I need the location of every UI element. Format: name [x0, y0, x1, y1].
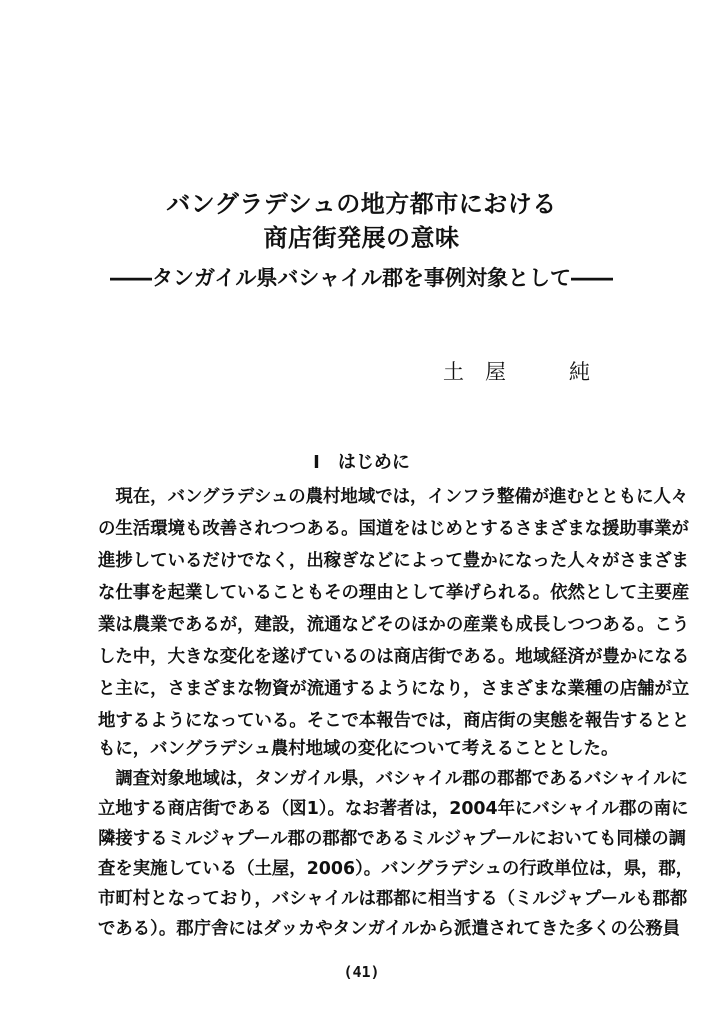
body-line: 調査対象地域は，タンガイル県，バシャイル郡の郡都であるバシャイルに [98, 769, 689, 789]
body-line: した中，大きな変化を遂げているのは商店街である。地域経済が豊かになる [98, 647, 690, 667]
page-number: (41) [343, 963, 380, 981]
body-line: 立地する商店街である（図1）。なお著者は，2004年にバシャイル郡の南に [98, 799, 689, 819]
body-line: もに，バングラデシュ農村地域の変化について考えることとした。 [98, 739, 619, 759]
body-line: の生活環境も改善されつつある。国道をはじめとするさまざまな援助事業が [98, 519, 689, 539]
body-line: な仕事を起業していることもその理由として挙げられる。依然として主要産 [98, 583, 690, 603]
subtitle: ――タンガイル県バシャイル郡を事例対象として―― [110, 266, 613, 290]
body-line: 隣接するミルジャプール郡の郡都であるミルジャプールにおいても同様の調 [98, 829, 686, 849]
title-line-1: バングラデシュの地方都市における [166, 190, 557, 218]
author-name: 土 屋 純 [443, 360, 590, 384]
body-line: である）。郡庁舎にはダッカやタンガイルから派遣されてきた多くの公務員 [98, 919, 681, 939]
body-line: 市町村となっており，バシャイルは郡都に相当する（ミルジャプールも郡都 [98, 889, 688, 909]
body-line: 地するようになっている。そこで本報告では，商店街の実態を報告するとと [98, 711, 690, 731]
section-heading: Ⅰ はじめに [313, 452, 410, 473]
body-line: 進捗しているだけでなく，出稼ぎなどによって豊かになった人々がさまざま [98, 551, 689, 571]
title-line-2: 商店街発展の意味 [263, 224, 460, 252]
body-line: と主に，さまざまな物資が流通するようになり，さまざまな業種の店舗が立 [98, 679, 690, 699]
body-line: 現在，バングラデシュの農村地域では，インフラ整備が進むとともに人々 [98, 487, 689, 507]
body-line: 査を実施している（土屋，2006）。バングラデシュの行政単位は，県，郡， [98, 859, 694, 879]
body-line: 業は農業であるが，建設，流通などそのほかの産業も成長しつつある。こう [98, 615, 690, 635]
